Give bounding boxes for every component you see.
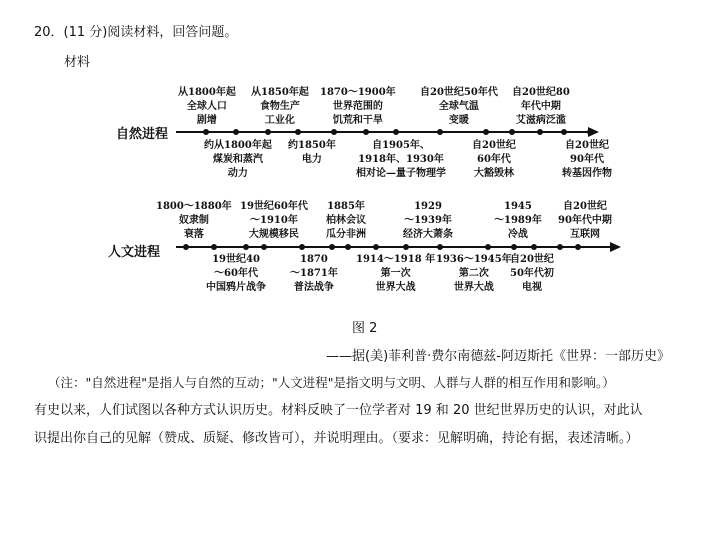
natural-event-famine: 1870～1900年 世界范围的 饥荒和干旱 (320, 87, 396, 126)
human-marker (575, 244, 581, 250)
natural-marker (363, 129, 369, 135)
natural-marker (587, 129, 593, 135)
human-arrow (610, 242, 621, 252)
human-event-franco-prussian: 1870 ～1871年 普法战争 (290, 254, 338, 293)
question-header: 20．(11 分)阅读材料，回答问题。 (34, 25, 238, 40)
human-marker (329, 244, 335, 250)
human-marker (531, 244, 537, 250)
human-marker (403, 244, 409, 250)
human-marker (485, 244, 491, 250)
figure-source: ——据(美)菲利普·费尔南德兹-阿迈斯托《世界：一部历史》 (326, 349, 670, 364)
prompt-line-2: 识提出你自己的见解（赞成、质疑、修改皆可），并说明理由。（要求：见解明确，持论有据，表述清晰。） (34, 431, 639, 446)
human-event-opium-war: 19世纪40 ～60年代 中国鸦片战争 (206, 254, 266, 293)
natural-marker (483, 129, 489, 135)
natural-event-population: 从1800年起 全球人口 剧增 (178, 87, 236, 126)
natural-marker (203, 129, 209, 135)
human-marker (299, 244, 305, 250)
human-marker (511, 244, 517, 250)
natural-marker (265, 129, 271, 135)
material-label: 材料 (64, 55, 91, 70)
human-event-ww2: 1936～1945年 第二次 世界大战 (436, 254, 512, 293)
natural-event-food: 从1850年起 食物生产 工业化 (251, 87, 309, 126)
human-marker (211, 244, 217, 250)
human-marker (345, 244, 351, 250)
human-event-television: 自20世纪 50年代初 电视 (510, 254, 554, 293)
human-marker (261, 244, 267, 250)
natural-event-aids: 自20世纪80 年代中期 艾滋病泛滥 (512, 87, 570, 126)
human-marker (373, 244, 379, 250)
human-event-ww1: 1914～1918 年 第一次 世界大战 (356, 254, 436, 293)
human-event-migration: 19世纪60年代 ～1910年 大规模移民 (240, 201, 308, 240)
human-event-depression: 1929 ～1939年 经济大萧条 (403, 201, 453, 240)
natural-marker (393, 129, 399, 135)
natural-event-warming: 自20世纪50年代 全球气温 变暖 (420, 87, 498, 126)
natural-event-coal: 约从1800年起 煤炭和蒸汽 动力 (204, 140, 272, 179)
human-marker (437, 244, 443, 250)
natural-marker (561, 129, 567, 135)
natural-process-label: 自然进程 (116, 127, 169, 142)
natural-marker (295, 129, 301, 135)
natural-marker (509, 129, 515, 135)
human-marker (557, 244, 563, 250)
human-event-slavery: 1800～1880年 奴隶制 衰落 (156, 201, 232, 240)
natural-marker (233, 129, 239, 135)
natural-event-deforestation: 自20世纪 60年代 大豁毁林 (472, 140, 516, 179)
natural-event-relativity: 自1905年、 1918年、1930年 相对论—量子物理学 (356, 140, 446, 179)
human-marker (243, 244, 249, 250)
prompt-line-1: 有史以来，人们试图以各种方式认识历史。材料反映了一位学者对 19 和 20 世纪世界历史的认识，对此认 (34, 403, 643, 418)
human-event-berlin: 1885年 柏林会议 瓜分非洲 (326, 201, 366, 240)
natural-marker (537, 129, 543, 135)
human-event-coldwar: 1945 ～1989年 冷战 (494, 201, 542, 240)
note-text: （注："自然进程"是指人与自然的互动；"人文进程"是指文明与文明、人群与人群的相互作用和影响。） (48, 375, 615, 390)
figure-caption: 图 2 (352, 321, 378, 336)
human-marker (183, 244, 189, 250)
natural-marker (437, 129, 443, 135)
natural-marker (331, 129, 337, 135)
human-event-internet: 自20世纪 90年代中期 互联网 (558, 201, 612, 240)
human-process-label: 人文进程 (108, 245, 161, 260)
natural-event-gmo: 自20世纪 90年代 转基因作物 (562, 140, 612, 179)
natural-event-electricity: 约1850年 电力 (288, 140, 336, 165)
